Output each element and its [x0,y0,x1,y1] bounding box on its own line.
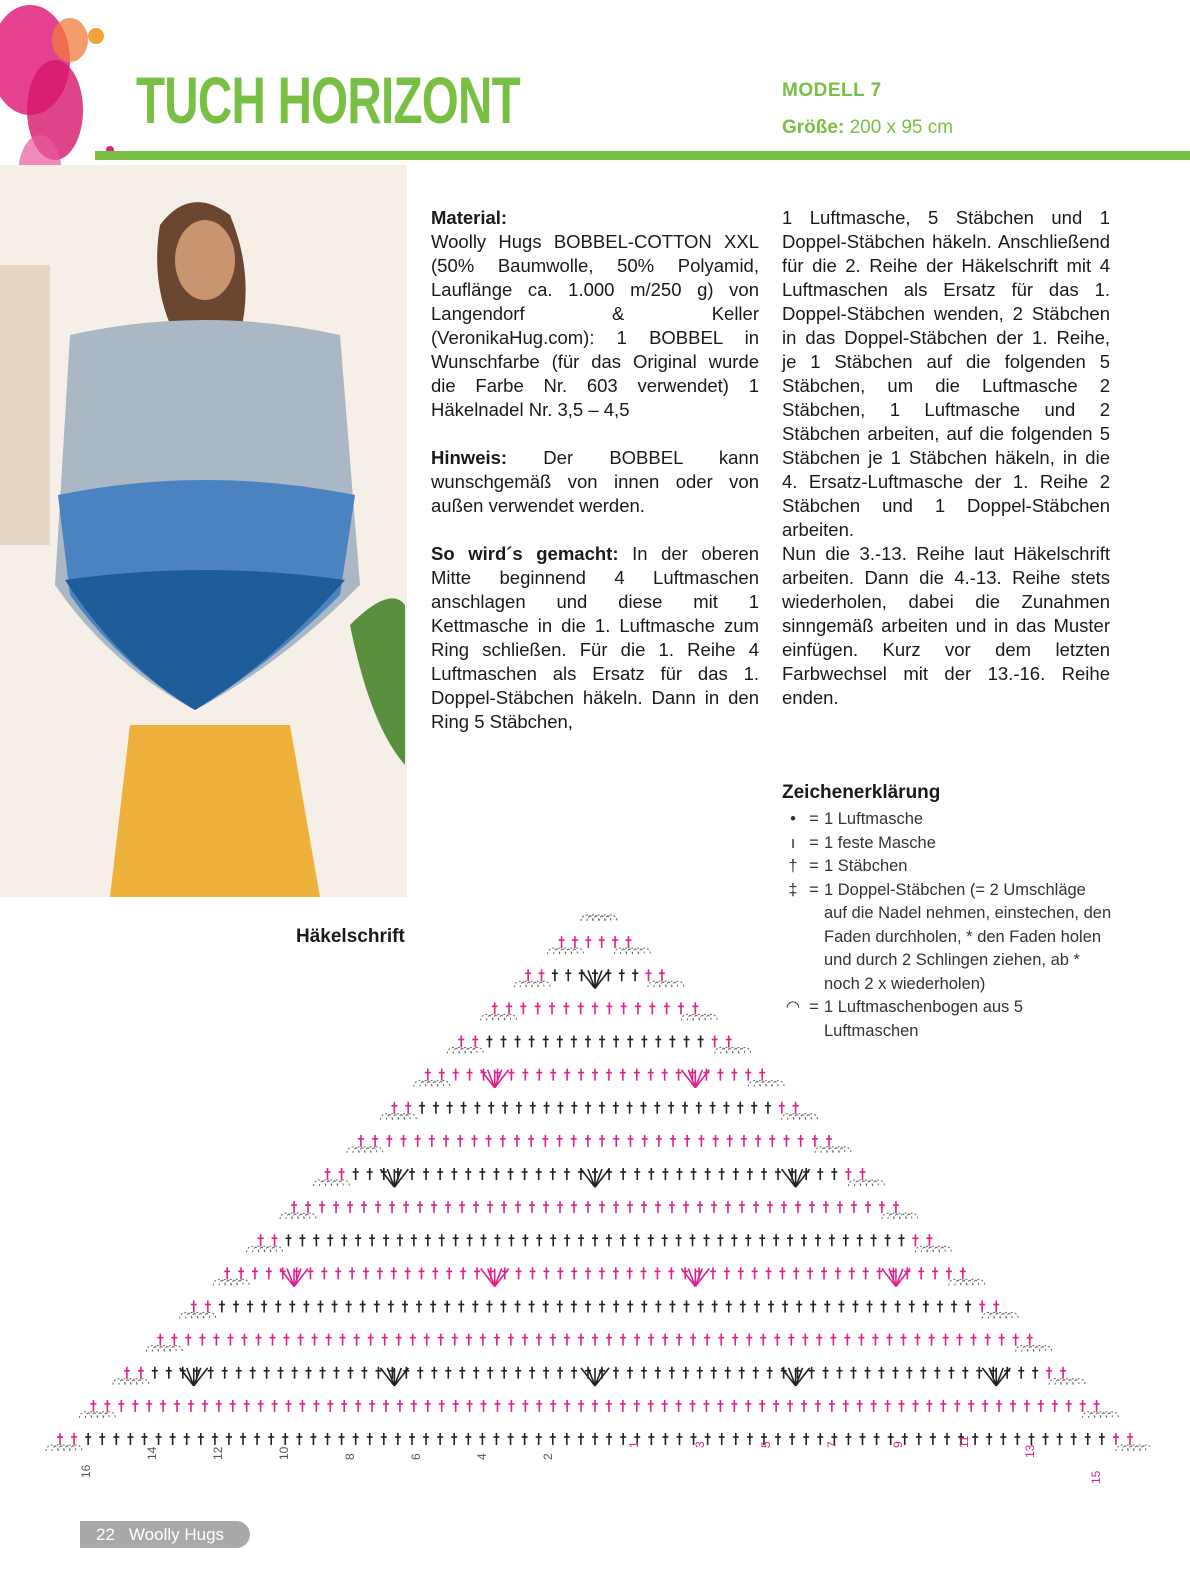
size-value: 200 x 95 cm [849,117,954,138]
model-number: MODELL 7 [782,80,882,101]
legend-text: 1 Luftmasche [824,810,924,828]
instructions-text: In der oberen Mitte beginnend 4 Luftmaschen anschlagen und diese mit 1 Kettmasche in die 1. Luftmasche zum Ring schließen. Für die 1. Reihe 4 Luftmaschen als Ersatz für das 1. Doppel-Stäbchen häkeln. Dann in den Ring 5 Stäbchen, [431,543,759,732]
chart-stitches [57,936,1133,1445]
row-number: 13 [1023,1444,1037,1458]
material-text: Woolly Hugs BOBBEL-COTTON XXL (50% Baumwolle, 50% Polyamid, Lauflänge ca. 1.000 m/250 g) von Langendorf & Keller (VeronikaHug.com): 1 BOBBEL in Wunschfarbe (für das Original wurde die Farbe Nr. 603 verwendet) 1 Häkelnadel Nr. 3,5 – 4,5 [431,231,759,420]
row-number: 2 [541,1453,555,1460]
legend-title: Zeichenerklärung [782,782,941,803]
text-column-1 [431,206,759,758]
legend-item: † = 1 Stäbchen [782,855,1112,879]
legend-text: 1 feste Masche [824,833,936,852]
row-number: 8 [343,1453,357,1460]
row-number: 14 [145,1446,159,1460]
text-column-2 [782,206,1110,734]
page-title: TUCH HORIZONT [136,63,520,137]
legend-text: 1 Doppel-Stäbchen (= 2 Umschläge auf die Nadel nehmen, einstechen, den Faden durchholen, * den Faden holen und durch 2 Schlingen ziehen, ab * noch 2 x wiederholen) [824,880,1112,993]
instructions-label: So wird´s gemacht: [431,543,619,564]
header-rule [95,151,1190,160]
legend-item: ı = 1 feste Masche [782,832,1112,856]
legend-item: • = 1 Luftmasche [782,808,1112,832]
footer-brand: Woolly Hugs [128,1525,225,1544]
size-label: Größe: [782,117,845,138]
row-number: 10 [277,1446,291,1460]
row-number: 1 [627,1441,641,1448]
row-number: 3 [693,1441,707,1448]
legend-text: 1 Stäbchen [824,857,908,875]
row-number: 7 [825,1441,839,1448]
page-footer [80,1521,250,1548]
note-label: Hinweis: [431,447,508,468]
material-label: Material: [431,207,508,228]
row-number: 11 [957,1435,971,1448]
legend-item: ‡ = 1 Doppel-Stäbchen (= 2 Umschläge auf die Nadel nehmen, einstechen, den Faden durchholen, * den Faden holen und durch 2 Schlingen ziehen, ab * noch 2 x wiederholen) [782,879,1112,997]
legend-text: 1 Luftmaschenbogen aus 5 Luftmaschen [824,998,1024,1040]
product-photo [0,165,407,897]
chain-stitch-icon: • [790,810,796,828]
material-paragraph [431,206,759,422]
row-number: 4 [475,1453,489,1460]
page-number: 22 [96,1525,115,1544]
chain-arc-icon: ◠ [785,998,801,1016]
instructions-paragraph [431,542,759,734]
chart-title: Häkelschrift [296,926,405,947]
note-paragraph [431,446,759,518]
note-text: Der BOBBEL kann wunschgemäß von innen oder von außen verwendet werden. [431,447,759,516]
treble-crochet-icon: ‡ [788,880,798,899]
size-info [782,117,953,139]
legend-item: ◠ = 1 Luftmaschenbogen aus 5 Luftmaschen [782,996,1112,1043]
row-number: 9 [891,1441,905,1448]
crochet-chart [40,900,1150,1510]
row-number: 12 [211,1446,225,1460]
double-crochet-icon: † [788,857,798,875]
instructions-continued: 1 Luftmasche, 5 Stäbchen und 1 Doppel-Stäbchen häkeln. Anschließend für die 2. Reihe der Häkelschrift mit 4 Luftmaschen als Ersatz für das 1. Doppel-Stäbchen wenden, 2 Stäbchen in das Doppel-Stäbchen der 1. Reihe, je 1 Stäbchen auf die folgenden 5 Stäbchen, um die Luftmasche 2 Stäbchen, 1 Luftmasche und 2 Stäbchen arbeiten, auf die folgenden 5 Stäbchen je 1 Stäbchen häkeln, in die 4. Ersatz-Luftmasche der 1. Reihe 2 Stäbchen und 1 Doppel-Stäbchen arbeiten. [782,207,1110,540]
single-crochet-icon: ı [790,833,796,852]
row-number: 16 [79,1464,93,1478]
row-number: 15 [1089,1470,1103,1484]
row-number: 5 [759,1441,773,1448]
row-number: 6 [409,1453,423,1460]
instructions-rows: Nun die 3.-13. Reihe laut Häkelschrift arbeiten. Dann die 4.-13. Reihe stets wiederholen, dabei die Zunahmen sinngemäß arbeiten und in das Muster einfügen. Kurz vor dem letzten Farbwechsel mit der 13.-16. Reihe enden. [782,543,1110,708]
